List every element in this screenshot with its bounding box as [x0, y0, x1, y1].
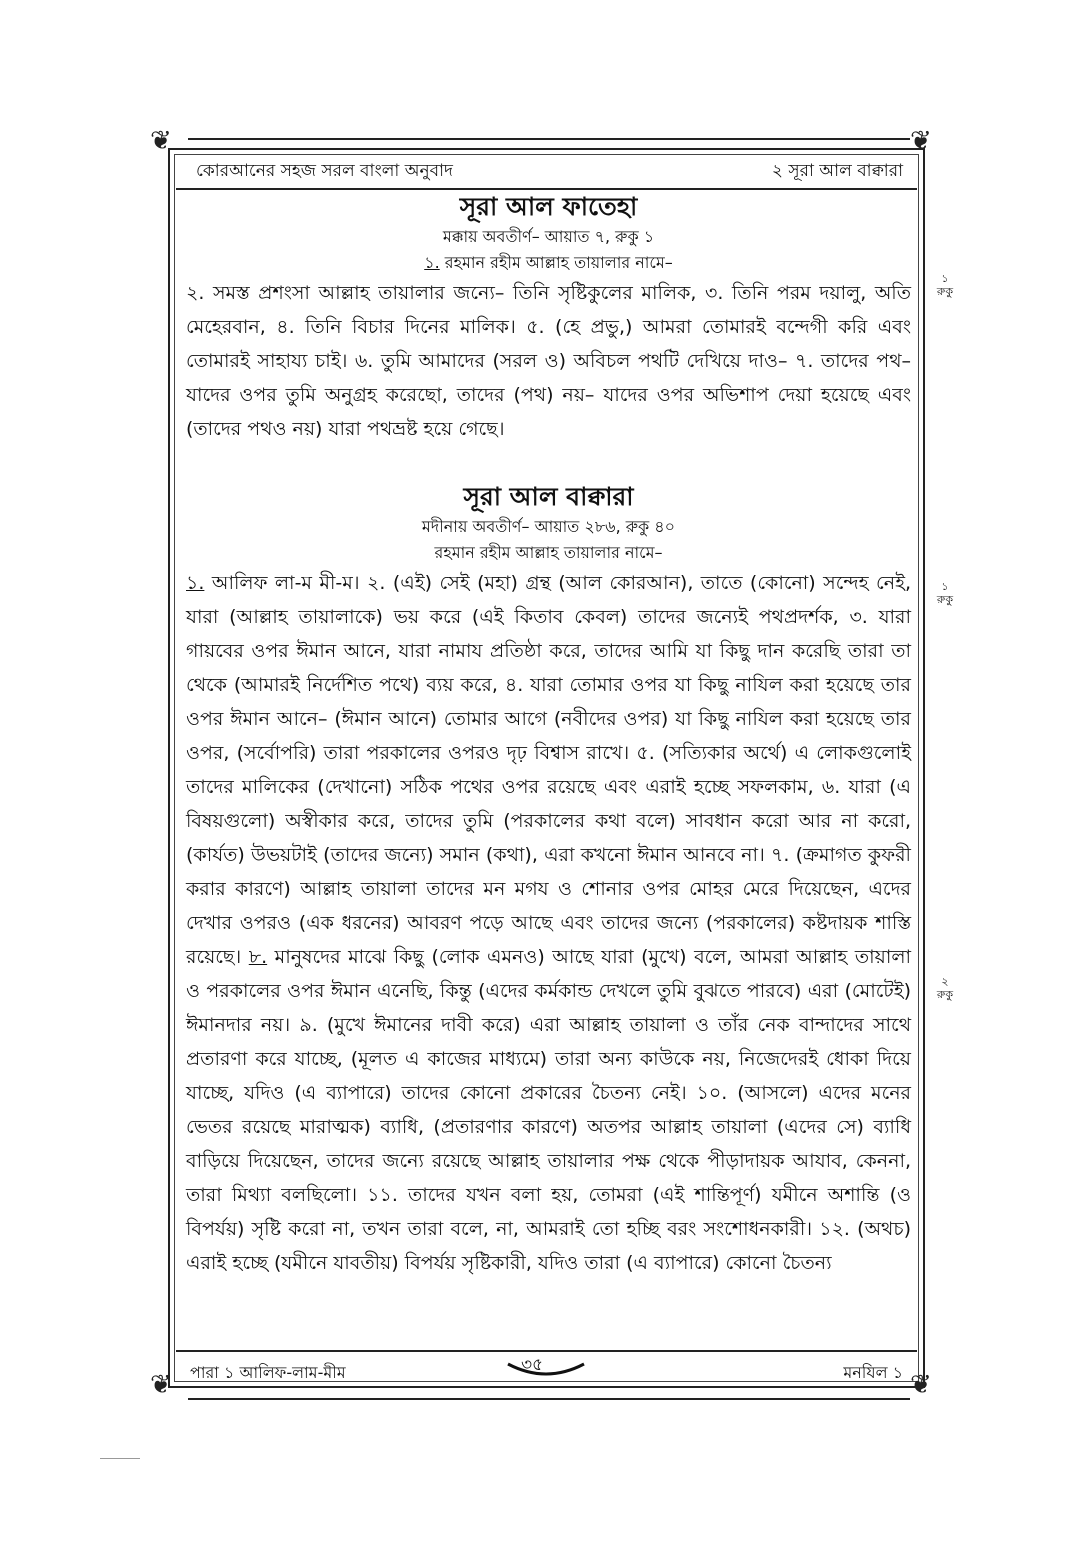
page-header [176, 152, 917, 190]
manzil-label: মনযিল ১ [843, 1363, 903, 1382]
ruku-marker: ১ রুকু [936, 272, 954, 298]
page-number-swash-icon [506, 1362, 586, 1378]
section-gap [186, 446, 911, 480]
surah-running-title: ২ সূরা আল বাক্বারা [771, 161, 903, 181]
bottom-ornament-line [188, 1398, 910, 1400]
corner-ornament-icon: ❦ [910, 1370, 932, 1400]
surah-text-fatiha: ২. সমস্ত প্রশংসা আল্লাহ তায়ালার জন্যে– তিনি সৃষ্টিকুলের মালিক, ৩. তিনি পরম দয়ালু, অতি মেহেরবান, ৪. তিনি বিচার দিনের মালিক। ৫. (হে প্রভু,) আমরা তোমারই বন্দেগী করি এবং তোমারই সাহায্য চাই। ৬. তুমি আমাদের (সরল ও) অবিচল পথটি দেখিয়ে দাও– ৭. তাদের পথ– যাদের ওপর তুমি অনুগ্রহ করেছো, তাদের (পথ) নয়– যাদের ওপর অভিশাপ দেয়া হয়েছে এবং (তাদের পথও নয়) যারা পথভ্রষ্ট হয়ে গেছে। [186, 282, 911, 440]
para-label: পারা ১ আলিফ-লাম-মীম [190, 1363, 346, 1382]
corner-ornament-icon: ❦ [150, 126, 172, 156]
basmala-fatiha: ১. রহমান রহীম আল্লাহ তায়ালার নামে– [424, 253, 673, 272]
verse-number: ৮. [248, 946, 268, 968]
verse-number: ১. [186, 572, 205, 594]
surah-title-fatiha: সূরা আল ফাতেহা [459, 192, 638, 221]
scan-mark [100, 1458, 140, 1459]
page-number: ৩৫ [521, 1355, 544, 1375]
surah-title-baqara: সূরা আল বাক্বারা [463, 482, 634, 511]
surah-info-fatiha: মক্কায় অবতীর্ণ– আয়াত ৭, রুকু ১ [442, 227, 655, 246]
corner-ornament-icon: ❦ [150, 1370, 172, 1400]
basmala-baqara: রহমান রহীম আল্লাহ তায়ালার নামে– [434, 543, 663, 562]
corner-ornament-icon: ❦ [910, 126, 932, 156]
surah-text-baqara: ১. আলিফ লা-ম মী-ম। ২. (এই) সেই (মহা) গ্রন্থ (আল কোরআন), তাতে (কোনো) সন্দেহ নেই, যারা (আল্লাহ তায়ালাকে) ভয় করে (এই কিতাব কেবল) তাদের জন্যেই পথপ্রদর্শক, ৩. যারা গায়বের ওপর ঈমান আনে, যারা নামায প্রতিষ্ঠা করে, তাদের আমি যা কিছু দান করেছি তারা তা থেকে (আমারই নির্দেশিত পথে) ব্যয় করে, ৪. যারা তোমার ওপর যা কিছু নাযিল করা হয়েছে তার ওপর ঈমান আনে– (ঈমান আনে) তোমার আগে (নবীদের ওপর) যা কিছু নাযিল করা হয়েছে তার ওপর, (সর্বোপরি) তারা পরকালের ওপরও দৃঢ় বিশ্বাস রাখে। ৫. (সত্যিকার অর্থে) এ লোকগুলোই তাদের মালিকের (দেখানো) সঠিক পথের ওপর রয়েছে এবং এরাই হচ্ছে সফলকাম, ৬. যারা (এ বিষয়গুলো) অস্বীকার করে, তাদের তুমি (পরকালের কথা বলে) সাবধান করো আর না করো, (কার্যত) উভয়টাই (তাদের জন্যে) সমান (কথা), এরা কখনো ঈমান আনবে না। ৭. (ক্রমাগত কুফরী করার কারণে) আল্লাহ তায়ালা তাদের মন মগয ও শোনার ওপর মোহর মেরে দিয়েছেন, এদের দেখার ওপরও (এক ধরনের) আবরণ পড়ে আছে এবং তাদের জন্যে (পরকালের) কষ্টদায়ক শাস্তি রয়েছে। ৮. মানুষদের মাঝে কিছু (লোক এমনও) আছে যারা (মুখে) বলে, আমরা আল্লাহ তায়ালা ও পরকালের ওপর ঈমান এনেছি, কিন্তু (এদের কর্মকান্ড দেখলে তুমি বুঝতে পারবে) এরা (মোটেই) ঈমানদার নয়। ৯. (মুখে ঈমানের দাবী করে) এরা আল্লাহ তায়ালা ও তাঁর নেক বান্দাদের সাথে প্রতারণা করে যাচ্ছে, (মূলত এ কাজের মাধ্যমে) তারা অন্য কাউকে নয়, নিজেদেরই ধোকা দিয়ে যাচ্ছে, যদিও (এ ব্যাপারে) তাদের কোনো প্রকারের চৈতন্য নেই। ১০. (আসলে) এদের মনের ভেতর রয়েছে মারাত্মক) ব্যাধি, (প্রতারণার কারণে) অতপর আল্লাহ তায়ালা (এদের সে) ব্যাধি বাড়িয়ে দিয়েছেন, তাদের জন্যে রয়েছে আল্লাহ তায়ালার পক্ষ থেকে পীড়াদায়ক আযাব, কেননা, তারা মিথ্যা বলছিলো। ১১. তাদের যখন বলা হয়, তোমরা (এই শান্তিপূর্ণ) যমীনে অশান্তি (ও বিপর্যয়) সৃষ্টি করো না, তখন তারা বলে, না, আমরাই তো হচ্ছি বরং সংশোধনকারী। ১২. (অথচ) এরাই হচ্ছে (যমীনে যাবতীয়) বিপর্যয় সৃষ্টিকারী, যদিও তারা (এ ব্যাপারে) কোনো চৈতন্য [186, 572, 912, 1274]
page-content [186, 190, 911, 1280]
ruku-marker: ২ রুকু [936, 975, 954, 1001]
ruku-marker: ১ রুকু [936, 580, 954, 606]
top-ornament-line [188, 138, 910, 140]
page-footer [176, 1350, 917, 1388]
verse-number: ১. [424, 253, 440, 272]
surah-info-baqara: মদীনায় অবতীর্ণ– আয়াত ২৮৬, রুকু ৪০ [421, 517, 676, 536]
book-title: কোরআনের সহজ সরল বাংলা অনুবাদ [196, 161, 453, 181]
